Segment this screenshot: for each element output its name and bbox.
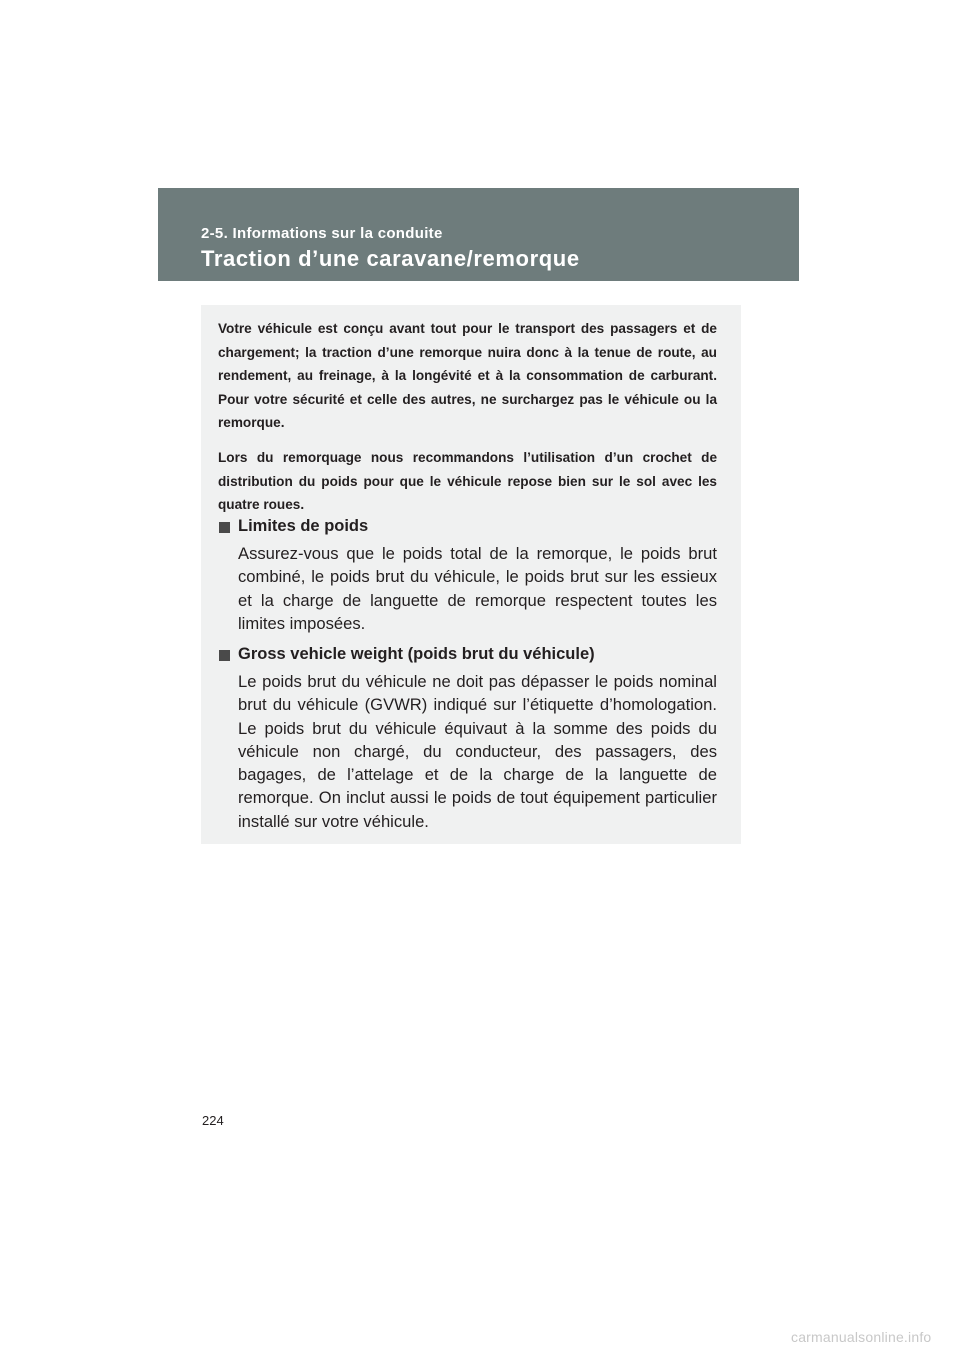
weight-limits-paragraph: Assurez-vous que le poids total de la remorque, le poids brut combiné, le poids brut du véhicule, le poids brut sur les essieux et la charge de languette de remorque respectent toutes les limites imposées. — [238, 544, 717, 633]
page-number: 224 — [202, 1113, 224, 1128]
gross-vehicle-weight-paragraph: Le poids brut du véhicule ne doit pas dépasser le poids nominal brut du véhicule (GVWR) indiqué sur l’étiquette d’homologation. Le poids brut du véhicule équivaut à la somme des poids du véhicule non chargé, du conducteur, des passagers, des bagages, de l’attelage et de la charge de la languette de remorque. On inclut aussi le poids de tout équipement particulier installé sur votre véhicule. — [238, 672, 717, 831]
section-label: 2-5. Informations sur la conduite — [201, 225, 443, 242]
subheading-label: Limites de poids — [238, 517, 369, 535]
intro-paragraph-2: Lors du remorquage nous recommandons l’utilisation d’un crochet de distribution du poids pour que le véhicule repose bien sur le sol avec les quatre roues. — [218, 450, 717, 512]
header-band — [158, 188, 799, 281]
subheading-label: Gross vehicle weight (poids brut du véhicule) — [238, 645, 595, 663]
watermark-text: carmanualsonline.info — [791, 1329, 932, 1345]
subheading-gross-vehicle-weight — [219, 645, 595, 664]
intro-paragraph-1: Votre véhicule est conçu avant tout pour le transport des passagers et de chargement; la traction d’une remorque nuira donc à la tenue de route, au rendement, au freinage, à la longévité et à la consommation de carburant. Pour votre sécurité et celle des autres, ne surchargez pas le véhicule ou la remorque. — [218, 321, 717, 430]
square-bullet-icon — [219, 522, 230, 533]
square-bullet-icon — [219, 650, 230, 661]
subheading-weight-limits — [219, 517, 368, 536]
content-panel — [201, 305, 741, 844]
page-title: Traction d’une caravane/remorque — [201, 246, 580, 271]
